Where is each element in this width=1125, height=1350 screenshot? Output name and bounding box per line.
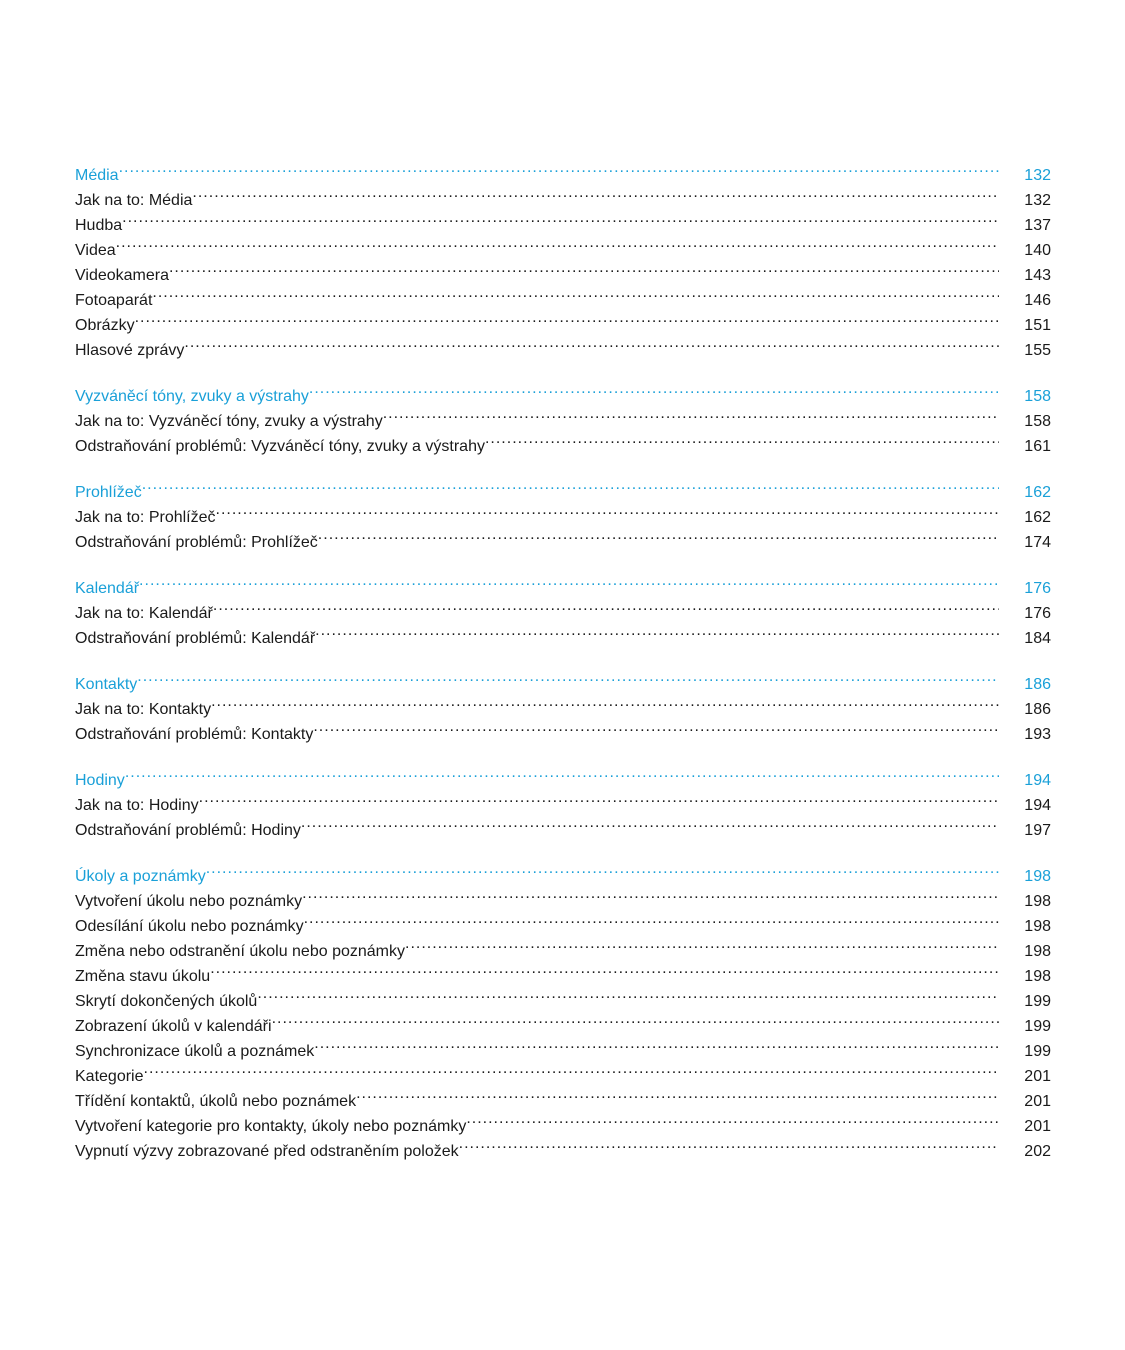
dot-leader [405,931,999,956]
toc-entry-page-number: 198 [1024,968,1051,985]
toc-entry-page-number: 143 [1024,267,1051,284]
toc-entry-title: Hudba [75,217,123,234]
toc-chapter-heading-page-number: 162 [1024,484,1051,501]
toc-entry-page-number: 176 [1024,605,1051,622]
dot-leader [257,981,999,1006]
toc-entry-page-number: 197 [1024,822,1051,839]
dot-leader [272,1006,999,1031]
dot-leader [169,255,999,280]
toc-entry-page-number: 199 [1024,993,1051,1010]
toc-entry-title: Třídění kontaktů, úkolů nebo poznámek [75,1093,357,1110]
toc-entry-title: Jak na to: Kalendář [75,605,213,622]
dot-leader [313,714,999,739]
toc-entry-page-number: 184 [1024,630,1051,647]
toc-chapter-heading[interactable] [75,472,1051,501]
toc-chapter-heading-title: Kontakty [75,676,138,693]
toc-entry[interactable] [75,981,1051,1010]
toc-chapter-heading[interactable] [75,155,1051,184]
toc-entry-title: Skrytí dokončených úkolů [75,993,258,1010]
dot-leader [304,906,999,931]
toc-entry-title: Vytvoření úkolu nebo poznámky [75,893,303,910]
dot-leader [144,1056,1000,1081]
dot-leader [356,1081,999,1106]
toc-entry[interactable] [75,205,1051,234]
toc-entry[interactable] [75,1081,1051,1110]
dot-leader [213,593,999,618]
toc-entry[interactable] [75,522,1051,551]
toc-entry-page-number: 158 [1024,413,1051,430]
toc-entry[interactable] [75,714,1051,743]
toc-entry-page-number: 155 [1024,342,1051,359]
toc-entry-title: Odstraňování problémů: Kontakty [75,726,314,743]
toc-entry-page-number: 202 [1024,1143,1051,1160]
toc-entry-page-number: 198 [1024,893,1051,910]
dot-leader [318,522,999,547]
toc-entry-title: Odstraňování problémů: Hodiny [75,822,301,839]
dot-leader [459,1131,999,1156]
toc-entry-page-number: 201 [1024,1093,1051,1110]
toc-entry-page-number: 162 [1024,509,1051,526]
toc-entry-title: Synchronizace úkolů a poznámek [75,1043,315,1060]
toc-chapter-heading-page-number: 158 [1024,388,1051,405]
toc-entry-page-number: 198 [1024,943,1051,960]
toc-entry[interactable] [75,881,1051,910]
toc-section [75,376,1051,455]
toc-chapter-heading-page-number: 176 [1024,580,1051,597]
dot-leader [315,618,999,643]
toc-entry-title: Jak na to: Média [75,192,193,209]
table-of-contents [75,155,1051,1177]
toc-entry[interactable] [75,280,1051,309]
toc-entry-page-number: 146 [1024,292,1051,309]
toc-entry-page-number: 132 [1024,192,1051,209]
toc-section [75,856,1051,1160]
toc-entry[interactable] [75,305,1051,334]
dot-leader [137,664,999,689]
toc-entry-page-number: 201 [1024,1068,1051,1085]
toc-entry-title: Vytvoření kategorie pro kontakty, úkoly nebo poznámky [75,1118,467,1135]
toc-chapter-heading-title: Vyzváněcí tóny, zvuky a výstrahy [75,388,309,405]
dot-leader [309,376,999,401]
toc-entry-page-number: 193 [1024,726,1051,743]
toc-chapter-heading-title: Hodiny [75,772,125,789]
toc-entry-page-number: 199 [1024,1043,1051,1060]
toc-entry-title: Odstraňování problémů: Kalendář [75,630,316,647]
toc-entry-page-number: 140 [1024,242,1051,259]
dot-leader [184,330,999,355]
toc-entry-page-number: 194 [1024,797,1051,814]
dot-leader [199,785,999,810]
toc-entry[interactable] [75,593,1051,622]
toc-entry-page-number: 186 [1024,701,1051,718]
toc-entry[interactable] [75,330,1051,359]
toc-entry[interactable] [75,1056,1051,1085]
dot-leader [206,856,999,881]
toc-section [75,664,1051,743]
toc-entry-title: Hlasové zprávy [75,342,185,359]
toc-entry-page-number: 199 [1024,1018,1051,1035]
dot-leader [302,881,999,906]
toc-entry-page-number: 161 [1024,438,1051,455]
toc-chapter-heading[interactable] [75,760,1051,789]
toc-entry-page-number: 174 [1024,534,1051,551]
toc-chapter-heading-page-number: 186 [1024,676,1051,693]
dot-leader [314,1031,999,1056]
toc-section [75,760,1051,839]
dot-leader [210,956,999,981]
toc-entry-title: Jak na to: Vyzváněcí tóny, zvuky a výstrahy [75,413,383,430]
toc-section [75,472,1051,551]
dot-leader [119,155,999,180]
toc-entry[interactable] [75,180,1051,209]
toc-entry-title: Jak na to: Prohlížeč [75,509,216,526]
toc-entry[interactable] [75,497,1051,526]
toc-entry-page-number: 201 [1024,1118,1051,1135]
toc-entry-title: Vypnutí výzvy zobrazované před odstraněním položek [75,1143,459,1160]
toc-entry-title: Fotoaparát [75,292,153,309]
dot-leader [142,472,999,497]
toc-chapter-heading-page-number: 194 [1024,772,1051,789]
toc-entry[interactable] [75,785,1051,814]
dot-leader [135,305,999,330]
toc-chapter-heading-title: Úkoly a poznámky [75,868,206,885]
toc-entry[interactable] [75,810,1051,839]
toc-chapter-heading[interactable] [75,376,1051,405]
dot-leader [466,1106,999,1131]
toc-chapter-heading[interactable] [75,568,1051,597]
toc-chapter-heading-page-number: 198 [1024,868,1051,885]
toc-entry-title: Videokamera [75,267,169,284]
toc-entry-page-number: 198 [1024,918,1051,935]
toc-entry-title: Odstraňování problémů: Prohlížeč [75,534,318,551]
toc-chapter-heading-title: Média [75,167,119,184]
toc-entry-title: Jak na to: Hodiny [75,797,199,814]
dot-leader [211,689,999,714]
dot-leader [125,760,999,785]
toc-entry-page-number: 137 [1024,217,1051,234]
toc-entry-title: Změna nebo odstranění úkolu nebo poznámky [75,943,405,960]
toc-entry-title: Jak na to: Kontakty [75,701,212,718]
toc-entry-title: Odesílání úkolu nebo poznámky [75,918,304,935]
dot-leader [116,230,999,255]
toc-entry-page-number: 151 [1024,317,1051,334]
dot-leader [139,568,999,593]
toc-entry[interactable] [75,956,1051,985]
toc-entry[interactable] [75,255,1051,284]
dot-leader [122,205,999,230]
toc-entry-title: Videa [75,242,116,259]
toc-section [75,568,1051,647]
dot-leader [216,497,999,522]
toc-chapter-heading-title: Prohlížeč [75,484,142,501]
toc-entry-title: Zobrazení úkolů v kalendáři [75,1018,272,1035]
toc-entry-title: Obrázky [75,317,135,334]
toc-entry[interactable] [75,618,1051,647]
dot-leader [485,426,999,451]
toc-chapter-heading-title: Kalendář [75,580,140,597]
dot-leader [152,280,999,305]
toc-chapter-heading-page-number: 132 [1024,167,1051,184]
toc-entry-title: Kategorie [75,1068,144,1085]
toc-entry[interactable] [75,689,1051,718]
toc-entry-title: Změna stavu úkolu [75,968,211,985]
dot-leader [192,180,999,205]
toc-chapter-heading[interactable] [75,664,1051,693]
toc-section [75,155,1051,359]
toc-chapter-heading[interactable] [75,856,1051,885]
dot-leader [301,810,999,835]
toc-entry[interactable] [75,230,1051,259]
toc-entry-title: Odstraňování problémů: Vyzváněcí tóny, zvuky a výstrahy [75,438,485,455]
dot-leader [383,401,999,426]
